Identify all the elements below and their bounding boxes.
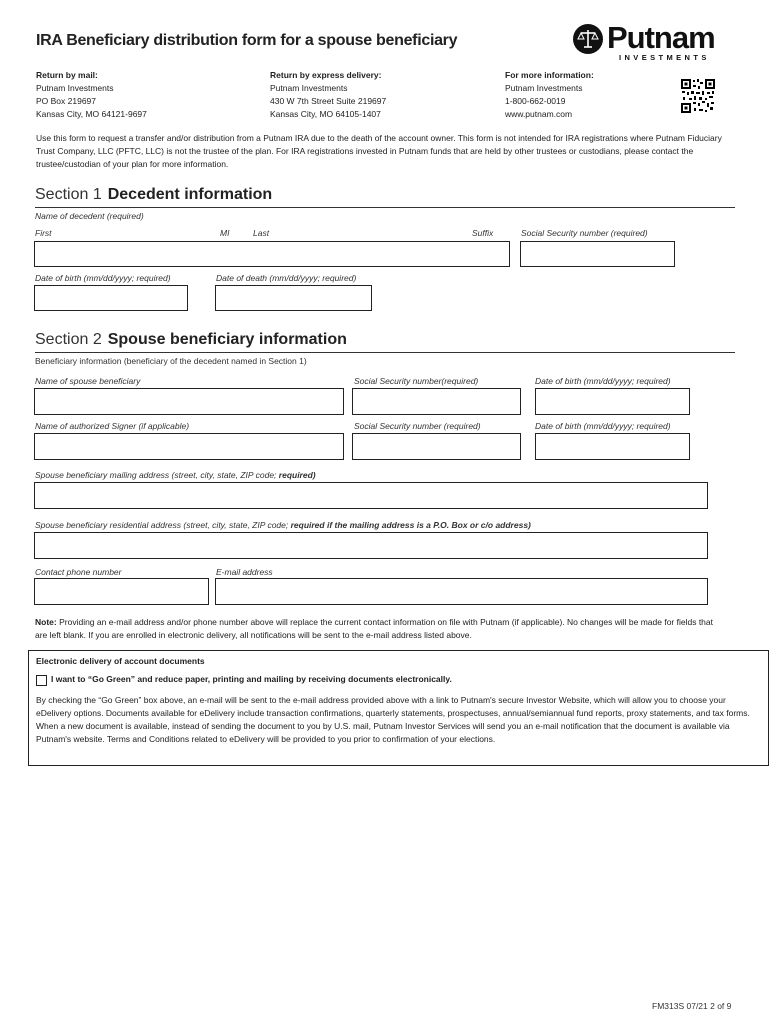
spouse-name-field[interactable] [34,388,344,415]
putnam-logo [573,22,733,62]
spouse-ssn-label: Social Security number(required) [354,376,479,386]
email-field[interactable] [215,578,708,605]
section2-rule [35,352,735,353]
form-title: IRA Beneficiary distribution form for a spouse beneficiary [36,32,458,49]
scales-icon [573,24,603,54]
email-label: E-mail address [216,567,273,577]
mail-line: Putnam Investments [36,83,114,93]
decedent-dob-field[interactable] [34,285,188,311]
edelivery-body: By checking the “Go Green” box above, an e-mail will be sent to the e-mail address provided above with a link to Putnam's secure Investor Website, which will allow you to choose your eDelivery options. Documents available for eDelivery include transaction confirmations, quarterly statements, prospectuses, annual/semiannual fund reports, proxy statements, and tax forms. When a new document is available, instead of sending the document to you by U.S. mail, Putnam Investor Services will send you an e-mail notification that the document is available via Putnam's website. Terms and Conditions related to eDelivery will be provided to you prior to confirmation of your elections. [36,695,750,744]
section2-name: Spouse beneficiary information [107,331,347,348]
section2-number: Section 2 [35,331,102,348]
return-by-express [270,69,386,121]
phone-field[interactable] [34,578,209,605]
suffix-label: Suffix [472,228,494,238]
decedent-dob-label: Date of birth (mm/dd/yyyy; required) [35,273,171,283]
more-information [505,69,594,121]
last-name-label: Last [253,228,270,238]
express-line: Putnam Investments [270,83,348,93]
beneficiary-info-label: Beneficiary information (beneficiary of the decedent named in Section 1) [35,356,307,366]
info-line: Putnam Investments [505,83,583,93]
spouse-dob-field[interactable] [535,388,690,415]
section1-rule [35,207,735,208]
phone-label: Contact phone number [35,567,122,577]
edelivery-box [28,650,769,766]
signer-ssn-label: Social Security number (required) [354,421,481,431]
mailing-address-label [35,470,316,480]
go-green-checkbox[interactable] [36,675,47,686]
section1-heading [35,186,272,204]
mail-line: PO Box 219697 [36,96,97,106]
residential-address-label [35,520,531,530]
spouse-dob-label: Date of birth (mm/dd/yyyy; required) [535,376,671,386]
express-heading: Return by express delivery: [270,70,382,80]
residential-required-text: required if the mailing address is a P.O. Box or c/o address) [290,520,531,530]
mail-heading: Return by mail: [36,70,98,80]
note-text: Providing an e-mail address and/or phone number above will replace the current contact information on file with Putnam (if applicable). No changes will be made for fields that are left blank. If you are enrolled in electronic delivery, all notifications will be sent to the e-mail address listed above. [35,617,713,640]
logo-wordmark: Putnam [607,20,715,55]
qr-code-icon [680,78,716,114]
spouse-ssn-field[interactable] [352,388,521,415]
page-footer: FM313S 07/21 2 of 9 [652,1001,732,1011]
mailing-address-field[interactable] [34,482,708,509]
signer-dob-label: Date of birth (mm/dd/yyyy; required) [535,421,671,431]
signer-dob-field[interactable] [535,433,690,460]
info-line: www.putnam.com [505,109,573,119]
decedent-name-field[interactable] [34,241,510,267]
mi-label: MI [220,228,230,238]
decedent-dod-field[interactable] [215,285,372,311]
logo-subtitle: INVESTMENTS [619,53,710,62]
mail-line: Kansas City, MO 64121-9697 [36,109,147,119]
signer-name-field[interactable] [34,433,344,460]
section1-name: Decedent information [107,186,273,203]
info-line: 1-800-662-0019 [505,96,566,106]
decedent-name-label: Name of decedent (required) [35,211,144,221]
spouse-name-label: Name of spouse beneficiary [35,376,141,386]
note-paragraph [35,616,725,642]
decedent-ssn-label: Social Security number (required) [521,228,648,238]
mailing-required-text: required) [278,470,316,480]
note-label: Note: [35,617,57,627]
info-heading: For more information: [505,70,594,80]
residential-address-field[interactable] [34,532,708,559]
express-line: 430 W 7th Street Suite 219697 [270,96,387,106]
return-by-mail [36,69,147,121]
intro-paragraph: Use this form to request a transfer and/or distribution from a Putnam IRA due to the death of the account owner. This form is not intended for IRA registrations where Putnam Fiduciary Trust Company, LLC (PFTC, LLC) is not the trustee of the plan. For IRA registrations invested in Putnam funds that are held by other trustees or custodians, please contact the trustee/custodian of your plan for more information. [36,133,722,169]
section2-heading [35,331,347,349]
residential-address-text: Spouse beneficiary residential address (street, city, state, ZIP code; [35,520,291,530]
first-name-label: First [35,228,52,238]
decedent-dod-label: Date of death (mm/dd/yyyy; required) [216,273,357,283]
mailing-address-text: Spouse beneficiary mailing address (street, city, state, ZIP code; [35,470,279,480]
signer-ssn-field[interactable] [352,433,521,460]
signer-name-label: Name of authorized Signer (if applicable) [35,421,190,431]
decedent-ssn-field[interactable] [520,241,675,267]
express-line: Kansas City, MO 64105-1407 [270,109,381,119]
go-green-label: I want to “Go Green” and reduce paper, printing and mailing by receiving documents electronically. [51,674,452,684]
section1-number: Section 1 [35,186,102,203]
edelivery-title: Electronic delivery of account documents [36,656,205,666]
